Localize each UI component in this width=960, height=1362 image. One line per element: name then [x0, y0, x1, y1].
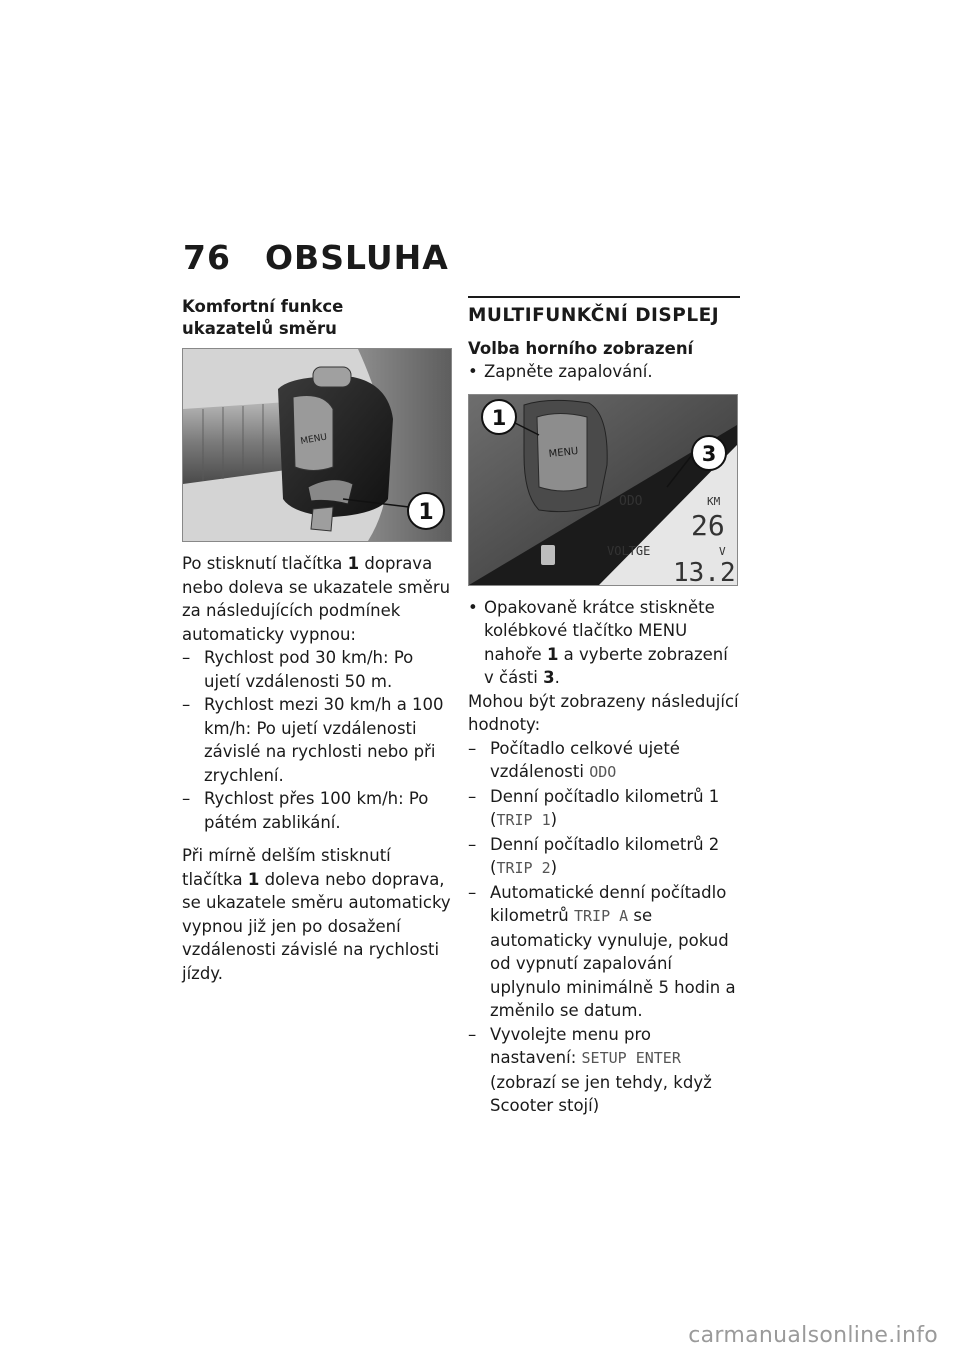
menu-label: MENU: [548, 445, 579, 460]
list-item: – Rychlost přes 100 km/h: Po pátém zablikání.: [182, 787, 454, 834]
values-intro: Mohou být zobrazeny následující hodnoty:: [468, 691, 739, 734]
list-item: – Rychlost pod 30 km/h: Po ujetí vzdálenosti 50 m.: [182, 646, 454, 693]
voltage-label: VOLTGE: [607, 543, 651, 558]
km-label: KM: [707, 494, 721, 508]
fuel-icon: [541, 545, 555, 565]
list-item: – Denní počítadlo kilometrů 1 (TRIP 1): [468, 785, 740, 833]
section-heading-upper-display: Volba horního zobrazení: [468, 339, 694, 358]
ref-1: 1: [546, 644, 559, 664]
code-odo: ODO: [589, 763, 617, 781]
step-list-2: [468, 596, 740, 690]
step-list-1: [468, 360, 740, 384]
odo-value: 26: [691, 508, 725, 542]
callout-1: 1: [418, 500, 434, 525]
callout-1: 1: [491, 405, 507, 430]
list-item: – Automatické denní počítadlo kilometrů TRIP A se automaticky vynuluje, pokud od vypnutí zapalování uplynulo minimálně 5 hodin a změnilo se datum.: [468, 881, 740, 1023]
menu-label: MENU: [299, 432, 328, 447]
volt-unit: V: [719, 544, 726, 558]
display-illustration: [469, 395, 737, 585]
multifunction-display-figure: [468, 394, 738, 586]
odo-label: ODO: [619, 493, 643, 509]
code-trip-2: TRIP 2: [496, 859, 551, 877]
ref-1: 1: [347, 554, 360, 573]
speed-conditions-list: [182, 646, 454, 834]
callout-3: 3: [701, 441, 717, 466]
list-item: – Vyvolejte menu pro nastavení: SETUP ENTER (zobrazí se jen tehdy, když Scooter stojí): [468, 1023, 740, 1118]
section-title-display: MULTIFUNKČNÍ DISPLEJ: [468, 296, 740, 328]
long-press-paragraph: Při mírně delším stisknutí tlačítka 1 doleva nebo doprava, se ukazatele směru automaticky vypnou již jen po dosažení vzdálenosti závislé na rychlosti jízdy.: [182, 846, 451, 983]
list-item: – Denní počítadlo kilometrů 2 (TRIP 2): [468, 833, 740, 881]
page-number: 76: [183, 238, 231, 277]
handlebar-switch-figure: [182, 348, 452, 542]
handlebar-switch-illustration: [183, 349, 451, 541]
watermark: carmanualsonline.info: [688, 1323, 938, 1348]
code-setup-enter: SETUP ENTER: [581, 1049, 681, 1067]
right-column: [468, 296, 740, 1118]
list-item: – Rychlost mezi 30 km/h a 100 km/h: Po ujetí vzdálenosti závislé na rychlosti nebo při zrychlení.: [182, 693, 454, 787]
volt-value: 13.2: [673, 557, 736, 585]
ref-1: 1: [247, 869, 260, 889]
list-item: – Počítadlo celkové ujeté vzdálenosti ODO: [468, 737, 740, 785]
page-header: [183, 238, 449, 277]
left-column: [182, 296, 454, 985]
list-item: • Zapněte zapalování.: [468, 360, 740, 384]
display-values-list: [468, 737, 740, 1118]
code-trip-a: TRIP A: [574, 907, 629, 925]
section-heading-indicators: Komfortní funkce ukazatelů směru: [182, 297, 344, 338]
intro-paragraph: Po stisknutí tlačítka 1 doprava nebo doleva se ukazatele směru za následujících podmínek automaticky vypnou:: [182, 554, 451, 644]
ref-3: 3: [543, 668, 555, 687]
code-trip-1: TRIP 1: [496, 811, 551, 829]
list-item: • Opakovaně krátce stiskněte kolébkové tlačítko MENU nahoře 1 a vyberte zobrazení v části 3.: [468, 596, 740, 690]
chapter-title: OBSLUHA: [265, 238, 449, 277]
